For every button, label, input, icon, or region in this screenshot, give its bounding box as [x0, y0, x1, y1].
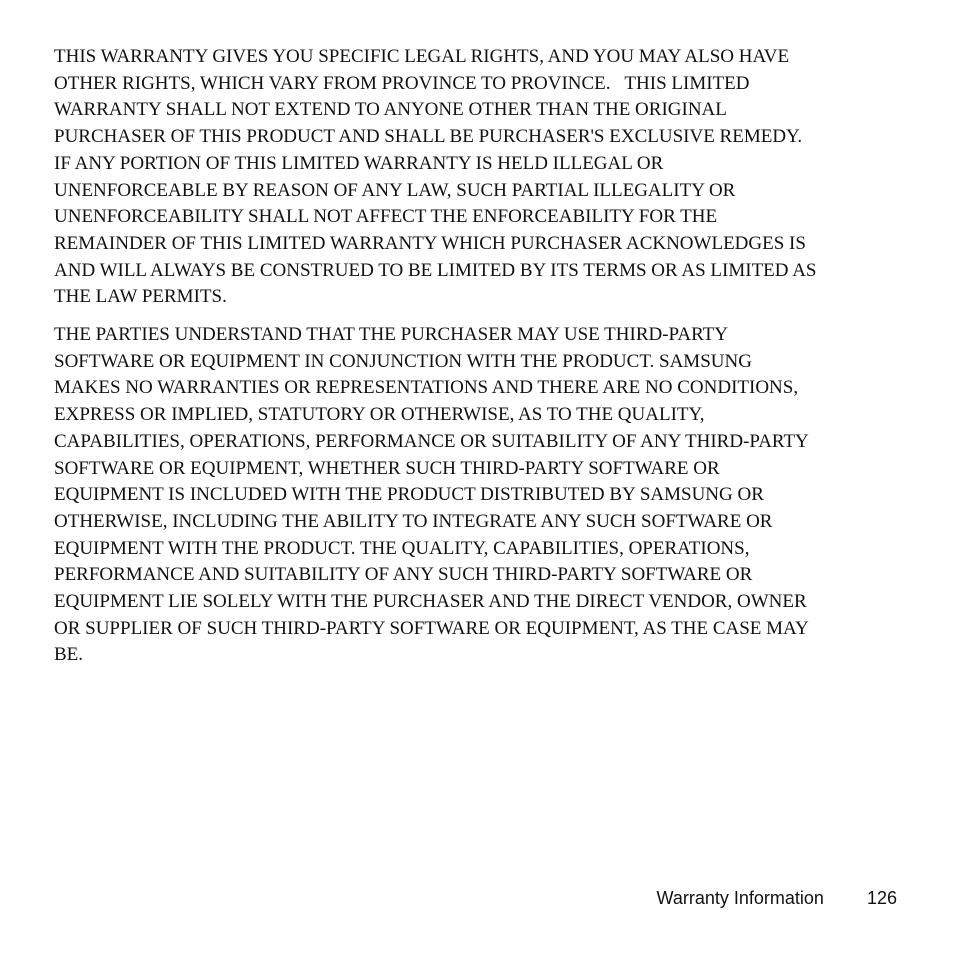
paragraph-line: EQUIPMENT LIE SOLELY WITH THE PURCHASER AND THE DIRECT VENDOR, OWNER — [54, 591, 807, 613]
third-party-paragraph — [54, 322, 900, 669]
paragraph-line: THE LAW PERMITS. — [54, 286, 227, 308]
footer-section-title: Warranty Information — [656, 888, 824, 908]
paragraph-line: UNENFORCEABILITY SHALL NOT AFFECT THE ENFORCEABILITY FOR THE — [54, 206, 718, 228]
paragraph-line: REMAINDER OF THIS LIMITED WARRANTY WHICH PURCHASER ACKNOWLEDGES IS — [54, 232, 806, 254]
paragraph-line: EXPRESS OR IMPLIED, STATUTORY OR OTHERWISE, AS TO THE QUALITY, — [54, 404, 705, 426]
paragraph-line: OR SUPPLIER OF SUCH THIRD-PARTY SOFTWARE OR EQUIPMENT, AS THE CASE MAY — [54, 617, 809, 639]
warranty-rights-paragraph — [54, 44, 900, 311]
paragraph-line: BE. — [54, 644, 84, 666]
paragraph-line: IF ANY PORTION OF THIS LIMITED WARRANTY IS HELD ILLEGAL OR — [54, 152, 664, 174]
paragraph-line: PURCHASER OF THIS PRODUCT AND SHALL BE PURCHASER'S EXCLUSIVE REMEDY. — [54, 126, 803, 148]
document-body — [54, 44, 900, 669]
paragraph-line: EQUIPMENT WITH THE PRODUCT. THE QUALITY, CAPABILITIES, OPERATIONS, — [54, 537, 750, 559]
paragraph-line: WARRANTY SHALL NOT EXTEND TO ANYONE OTHER THAN THE ORIGINAL — [54, 99, 727, 121]
paragraph-line: THE PARTIES UNDERSTAND THAT THE PURCHASER MAY USE THIRD-PARTY — [54, 324, 728, 346]
paragraph-line: AND WILL ALWAYS BE CONSTRUED TO BE LIMITED BY ITS TERMS OR AS LIMITED AS — [54, 259, 817, 281]
paragraph-line: EQUIPMENT IS INCLUDED WITH THE PRODUCT DISTRIBUTED BY SAMSUNG OR — [54, 484, 764, 506]
page-footer — [657, 888, 897, 909]
paragraph-line: MAKES NO WARRANTIES OR REPRESENTATIONS AND THERE ARE NO CONDITIONS, — [54, 377, 799, 399]
paragraph-line: SOFTWARE OR EQUIPMENT IN CONJUNCTION WITH THE PRODUCT. SAMSUNG — [54, 350, 752, 372]
paragraph-line: THIS WARRANTY GIVES YOU SPECIFIC LEGAL RIGHTS, AND YOU MAY ALSO HAVE — [54, 46, 790, 67]
paragraph-line: OTHERWISE, INCLUDING THE ABILITY TO INTEGRATE ANY SUCH SOFTWARE OR — [54, 510, 773, 532]
paragraph-line: PERFORMANCE AND SUITABILITY OF ANY SUCH THIRD-PARTY SOFTWARE OR — [54, 564, 753, 586]
paragraph-line: OTHER RIGHTS, WHICH VARY FROM PROVINCE TO PROVINCE. THIS LIMITED — [54, 72, 750, 94]
page-number: 126 — [866, 888, 897, 908]
paragraph-line: CAPABILITIES, OPERATIONS, PERFORMANCE OR SUITABILITY OF ANY THIRD-PARTY — [54, 430, 809, 452]
paragraph-line: UNENFORCEABLE BY REASON OF ANY LAW, SUCH PARTIAL ILLEGALITY OR — [54, 179, 736, 201]
paragraph-line: SOFTWARE OR EQUIPMENT, WHETHER SUCH THIRD-PARTY SOFTWARE OR — [54, 457, 720, 479]
